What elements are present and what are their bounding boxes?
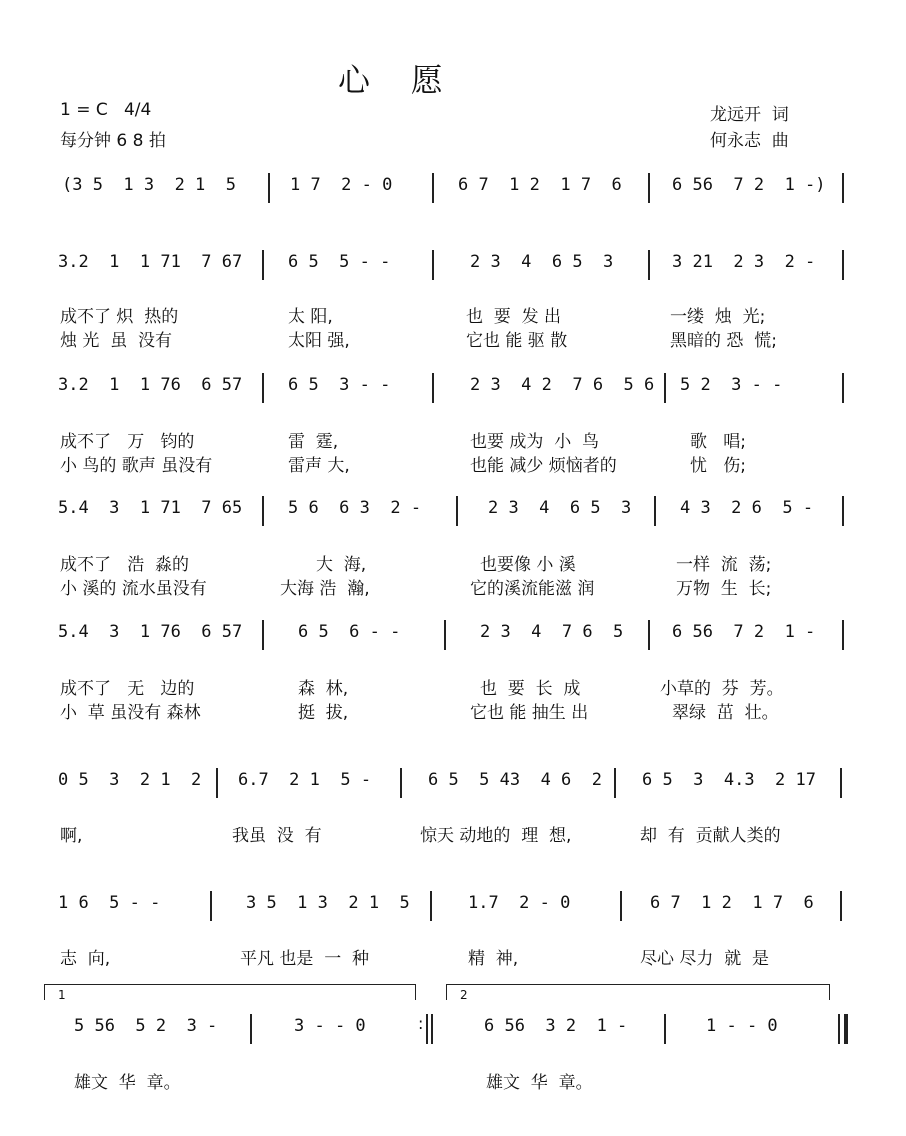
- lyric-verse-1: 大 海,: [316, 555, 367, 575]
- measure-notes: 3 21 2 3 2 -: [672, 252, 816, 272]
- score-row: [0, 1016, 906, 1056]
- lyric-verse-2: 翠绿 茁 壮。: [672, 703, 779, 723]
- measure-notes: 0 5 3 2 1 2: [58, 770, 202, 790]
- measure-notes: 2 3 4 2 7 6 5 6: [470, 375, 655, 395]
- measure-notes: 1 7 2 - 0: [290, 175, 393, 195]
- measure-notes: 3.2 1 1 71 7 67: [58, 252, 243, 272]
- lyric-verse-1: 一样 流 荡;: [676, 555, 772, 575]
- barline: [842, 620, 844, 650]
- score-row: [0, 770, 906, 810]
- song-title: 心 愿: [338, 61, 443, 99]
- barline: [664, 373, 666, 403]
- barline: [444, 620, 446, 650]
- lyric-line: 雄文 华 章。: [74, 1073, 181, 1093]
- barline: [842, 173, 844, 203]
- barline: [840, 891, 842, 921]
- lyric-verse-1: 成不了 炽 热的: [60, 307, 179, 327]
- lyric-verse-2: 大海 浩 瀚,: [280, 579, 370, 599]
- barline: [648, 173, 650, 203]
- lyric-line: 惊天 动地的 理 想,: [420, 826, 572, 846]
- lyric-verse-1: 也要像 小 溪: [480, 555, 576, 575]
- barline: [262, 373, 264, 403]
- composer-credit: 何永志 曲: [710, 131, 789, 151]
- measure-notes: (3 5 1 3 2 1 5: [62, 175, 236, 195]
- lyric-line: 志 向,: [60, 949, 111, 969]
- measure-notes: 3 - - 0: [294, 1016, 366, 1036]
- lyric-verse-2: 黑暗的 恐 慌;: [670, 331, 777, 351]
- barline: [654, 496, 656, 526]
- lyric-verse-1: 成不了 浩 淼的: [60, 555, 190, 575]
- barline: [262, 620, 264, 650]
- barline: [842, 373, 844, 403]
- score-row: [0, 622, 906, 662]
- lyric-line: 啊,: [60, 826, 83, 846]
- lyric-line: 却 有 贡献人类的: [640, 826, 781, 846]
- barline: [614, 768, 616, 798]
- lyric-verse-2: 忧 伤;: [690, 456, 746, 476]
- lyric-verse-1: 也要 成为 小 鸟: [470, 432, 600, 452]
- second-ending-bracket: [446, 984, 830, 985]
- lyric-verse-2: 挺 拔,: [298, 703, 349, 723]
- lyric-verse-2: 烛 光 虽 没有: [60, 331, 173, 351]
- measure-notes: 5 56 5 2 3 -: [74, 1016, 218, 1036]
- repeat-barline: [426, 1014, 428, 1044]
- measure-notes: 6 7 1 2 1 7 6: [650, 893, 814, 913]
- measure-notes: 2 3 4 6 5 3: [470, 252, 614, 272]
- measure-notes: 1 6 5 - -: [58, 893, 161, 913]
- measure-notes: 3 5 1 3 2 1 5: [246, 893, 410, 913]
- score-row: [0, 252, 906, 292]
- lyric-verse-2: 小 溪的 流水虽没有: [60, 579, 207, 599]
- measure-notes: 5 2 3 - -: [680, 375, 783, 395]
- lyric-verse-2: 雷声 大,: [288, 456, 350, 476]
- barline: [430, 891, 432, 921]
- barline: [262, 496, 264, 526]
- second-ending-bracket: [446, 984, 447, 1000]
- lyric-verse-1: 成不了 万 钧的: [60, 432, 195, 452]
- measure-notes: 6 56 3 2 1 -: [484, 1016, 628, 1036]
- barline: [400, 768, 402, 798]
- score-row: [0, 498, 906, 538]
- measure-notes: 5.4 3 1 76 6 57: [58, 622, 243, 642]
- lyric-verse-1: 也 要 发 出: [466, 307, 562, 327]
- lyric-verse-1: 歌 唱;: [690, 432, 746, 452]
- lyric-line: 精 神,: [468, 949, 519, 969]
- measure-notes: 6 56 7 2 1 -: [672, 622, 816, 642]
- measure-notes: 6 5 3 - -: [288, 375, 391, 395]
- measure-notes: 2 3 4 6 5 3: [488, 498, 632, 518]
- lyric-verse-2: 太阳 强,: [288, 331, 350, 351]
- repeat-sign: :: [418, 1014, 424, 1033]
- lyric-verse-1: 也 要 长 成: [480, 679, 581, 699]
- lyric-verse-1: 森 林,: [298, 679, 349, 699]
- lyric-verse-1: 小草的 芬 芳。: [660, 679, 784, 699]
- measure-notes: 6 5 6 - -: [298, 622, 401, 642]
- lyric-verse-1: 太 阳,: [288, 307, 333, 327]
- score-row: [0, 175, 906, 215]
- lyric-verse-2: 万物 生 长;: [676, 579, 772, 599]
- lyric-verse-1: 雷 霆,: [288, 432, 339, 452]
- barline: [432, 173, 434, 203]
- barline: [210, 891, 212, 921]
- lyric-verse-2: 它也 能 驱 散: [466, 331, 568, 351]
- measure-notes: 6 56 7 2 1 -): [672, 175, 826, 195]
- final-barline: [838, 1014, 840, 1044]
- measure-notes: 6 5 5 43 4 6 2: [428, 770, 602, 790]
- measure-notes: 5 6 6 3 2 -: [288, 498, 422, 518]
- barline: [842, 496, 844, 526]
- measure-notes: 1 - - 0: [706, 1016, 778, 1036]
- lyric-verse-2: 小 鸟的 歌声 虽没有: [60, 456, 213, 476]
- lyric-verse-2: 它的溪流能滋 润: [470, 579, 595, 599]
- lyricist-credit: 龙远开 词: [710, 105, 789, 125]
- lyric-verse-2: 它也 能 抽生 出: [470, 703, 589, 723]
- barline: [432, 373, 434, 403]
- first-ending-bracket: [44, 984, 416, 985]
- score-row: [0, 893, 906, 933]
- first-ending-number: 1: [58, 988, 66, 1002]
- measure-notes: 6.7 2 1 5 -: [238, 770, 372, 790]
- barline: [268, 173, 270, 203]
- barline: [456, 496, 458, 526]
- barline: [842, 250, 844, 280]
- measure-notes: 2 3 4 7 6 5: [480, 622, 624, 642]
- barline: [432, 250, 434, 280]
- lyric-verse-1: 一缕 烛 光;: [670, 307, 766, 327]
- measure-notes: 1.7 2 - 0: [468, 893, 571, 913]
- measure-notes: 5.4 3 1 71 7 65: [58, 498, 243, 518]
- barline: [840, 768, 842, 798]
- measure-notes: 4 3 2 6 5 -: [680, 498, 814, 518]
- second-ending-bracket: [829, 984, 830, 1000]
- measure-notes: 3.2 1 1 76 6 57: [58, 375, 243, 395]
- barline: [664, 1014, 666, 1044]
- key-signature: 1 = C 4/4: [60, 100, 152, 120]
- barline: [648, 250, 650, 280]
- measure-notes: 6 5 3 4.3 2 17: [642, 770, 816, 790]
- barline: [250, 1014, 252, 1044]
- tempo-marking: 每分钟 6 8 拍: [60, 131, 166, 151]
- lyric-verse-1: 成不了 无 边的: [60, 679, 195, 699]
- lyric-line: 尽心 尽力 就 是: [640, 949, 770, 969]
- lyric-verse-2: 也能 减少 烦恼者的: [470, 456, 617, 476]
- measure-notes: 6 7 1 2 1 7 6: [458, 175, 622, 195]
- final-barline: [844, 1014, 848, 1044]
- lyric-verse-2: 小 草 虽没有 森林: [60, 703, 201, 723]
- measure-notes: 6 5 5 - -: [288, 252, 391, 272]
- barline: [620, 891, 622, 921]
- lyric-line: 平凡 也是 一 种: [240, 949, 370, 969]
- first-ending-bracket: [44, 984, 45, 1000]
- second-ending-number: 2: [460, 988, 468, 1002]
- lyric-line: 雄文 华 章。: [486, 1073, 593, 1093]
- repeat-barline: [431, 1014, 433, 1044]
- barline: [216, 768, 218, 798]
- lyric-line: 我虽 没 有: [232, 826, 322, 846]
- barline: [648, 620, 650, 650]
- score-row: [0, 375, 906, 415]
- first-ending-bracket: [415, 984, 416, 1000]
- barline: [262, 250, 264, 280]
